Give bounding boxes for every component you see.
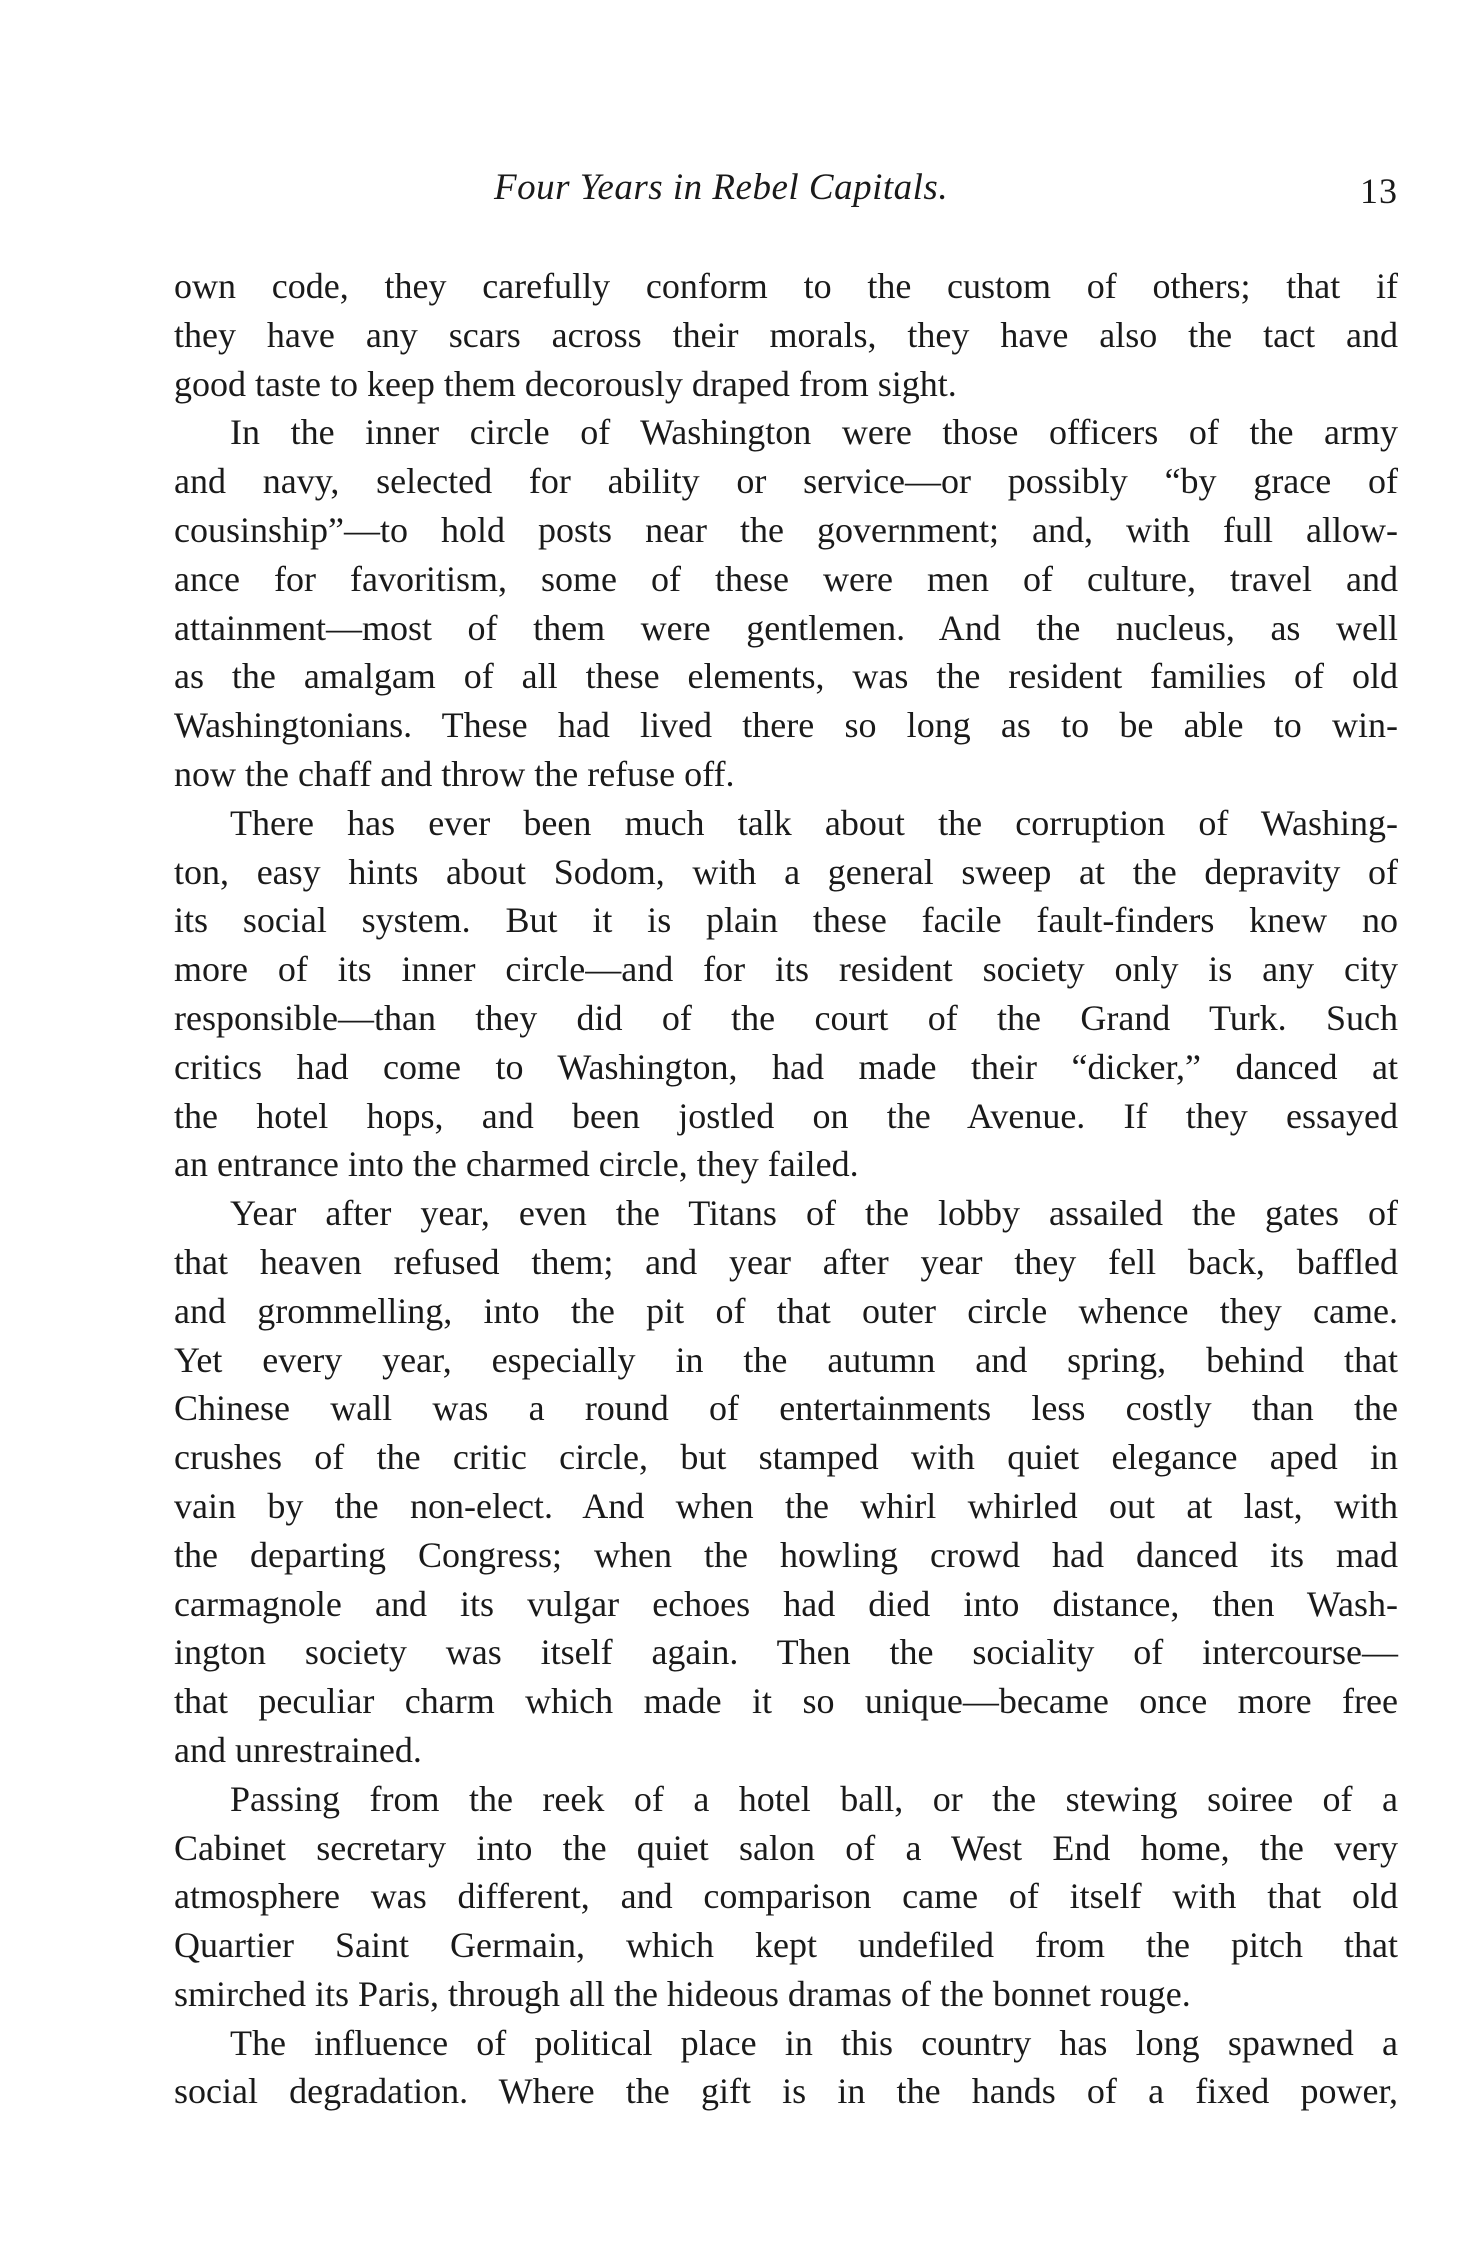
text-line: and navy, selected for ability or service—or possibly “by grace of bbox=[174, 461, 1398, 502]
text-line: as the amalgam of all these elements, was the resident families of old bbox=[174, 656, 1398, 697]
page-number: 13 bbox=[1360, 171, 1398, 211]
text-line: that peculiar charm which made it so unique—became once more free bbox=[174, 1681, 1398, 1722]
text-line: social degradation. Where the gift is in the hands of a fixed power, bbox=[174, 2071, 1398, 2112]
text-line: and grommelling, into the pit of that outer circle whence they came. bbox=[174, 1290, 1398, 1331]
text-line: that heaven refused them; and year after year they fell back, baffled bbox=[174, 1241, 1398, 1282]
text-line: ance for favoritism, some of these were men of culture, travel and bbox=[174, 558, 1398, 599]
text-line: smirched its Paris, through all the hideous dramas of the bonnet rouge. bbox=[174, 1973, 1191, 2014]
running-title: Four Years in Rebel Capitals. bbox=[494, 167, 949, 208]
text-line: own code, they carefully conform to the custom of others; that if bbox=[174, 266, 1398, 306]
text-line: the hotel hops, and been jostled on the Avenue. If they essayed bbox=[174, 1095, 1398, 1136]
text-line: vain by the non-elect. And when the whirl whirled out at last, with bbox=[174, 1485, 1398, 1526]
text-line: crushes of the critic circle, but stamped with quiet elegance aped in bbox=[174, 1437, 1398, 1478]
text-line: good taste to keep them decorously draped from sight. bbox=[174, 363, 957, 404]
running-head bbox=[174, 166, 1398, 216]
text-line: attainment—most of them were gentlemen. And the nucleus, as well bbox=[174, 607, 1398, 648]
text-line: The influence of political place in this country has long spawned a bbox=[230, 2022, 1398, 2063]
text-line: they have any scars across their morals, they have also the tact and bbox=[174, 314, 1398, 355]
text-line: responsible—than they did of the court of the Grand Turk. Such bbox=[174, 997, 1398, 1038]
text-line: ton, easy hints about Sodom, with a general sweep at the depravity of bbox=[174, 851, 1398, 892]
text-line: Yet every year, especially in the autumn and spring, behind that bbox=[174, 1339, 1398, 1380]
text-line: atmosphere was different, and comparison came of itself with that old bbox=[174, 1876, 1398, 1917]
text-line: the departing Congress; when the howling crowd had danced its mad bbox=[174, 1534, 1398, 1575]
text-line: ington society was itself again. Then the sociality of intercourse— bbox=[174, 1632, 1398, 1673]
text-line: now the chaff and throw the refuse off. bbox=[174, 753, 735, 794]
text-line: and unrestrained. bbox=[174, 1729, 422, 1770]
text-line: Cabinet secretary into the quiet salon of a West End home, the very bbox=[174, 1827, 1398, 1868]
text-line: In the inner circle of Washington were those officers of the army bbox=[230, 412, 1398, 453]
text-line: more of its inner circle—and for its resident society only is any city bbox=[174, 949, 1398, 990]
text-line: critics had come to Washington, had made their “dicker,” danced at bbox=[174, 1046, 1398, 1087]
text-line: Chinese wall was a round of entertainments less costly than the bbox=[174, 1388, 1398, 1429]
text-line: carmagnole and its vulgar echoes had died into distance, then Wash- bbox=[174, 1583, 1398, 1624]
text-line: an entrance into the charmed circle, they failed. bbox=[174, 1144, 859, 1185]
text-line: its social system. But it is plain these facile fault-finders knew no bbox=[174, 900, 1398, 941]
text-line: cousinship”—to hold posts near the government; and, with full allow- bbox=[174, 509, 1398, 550]
text-line: Quartier Saint Germain, which kept undefiled from the pitch that bbox=[174, 1925, 1398, 1966]
text-line: There has ever been much talk about the corruption of Washing- bbox=[230, 802, 1398, 843]
text-line: Year after year, even the Titans of the lobby assailed the gates of bbox=[230, 1193, 1398, 1234]
text-line: Washingtonians. These had lived there so long as to be able to win- bbox=[174, 705, 1398, 746]
body-text bbox=[174, 262, 1398, 2116]
text-line: Passing from the reek of a hotel ball, or the stewing soiree of a bbox=[230, 1778, 1398, 1819]
